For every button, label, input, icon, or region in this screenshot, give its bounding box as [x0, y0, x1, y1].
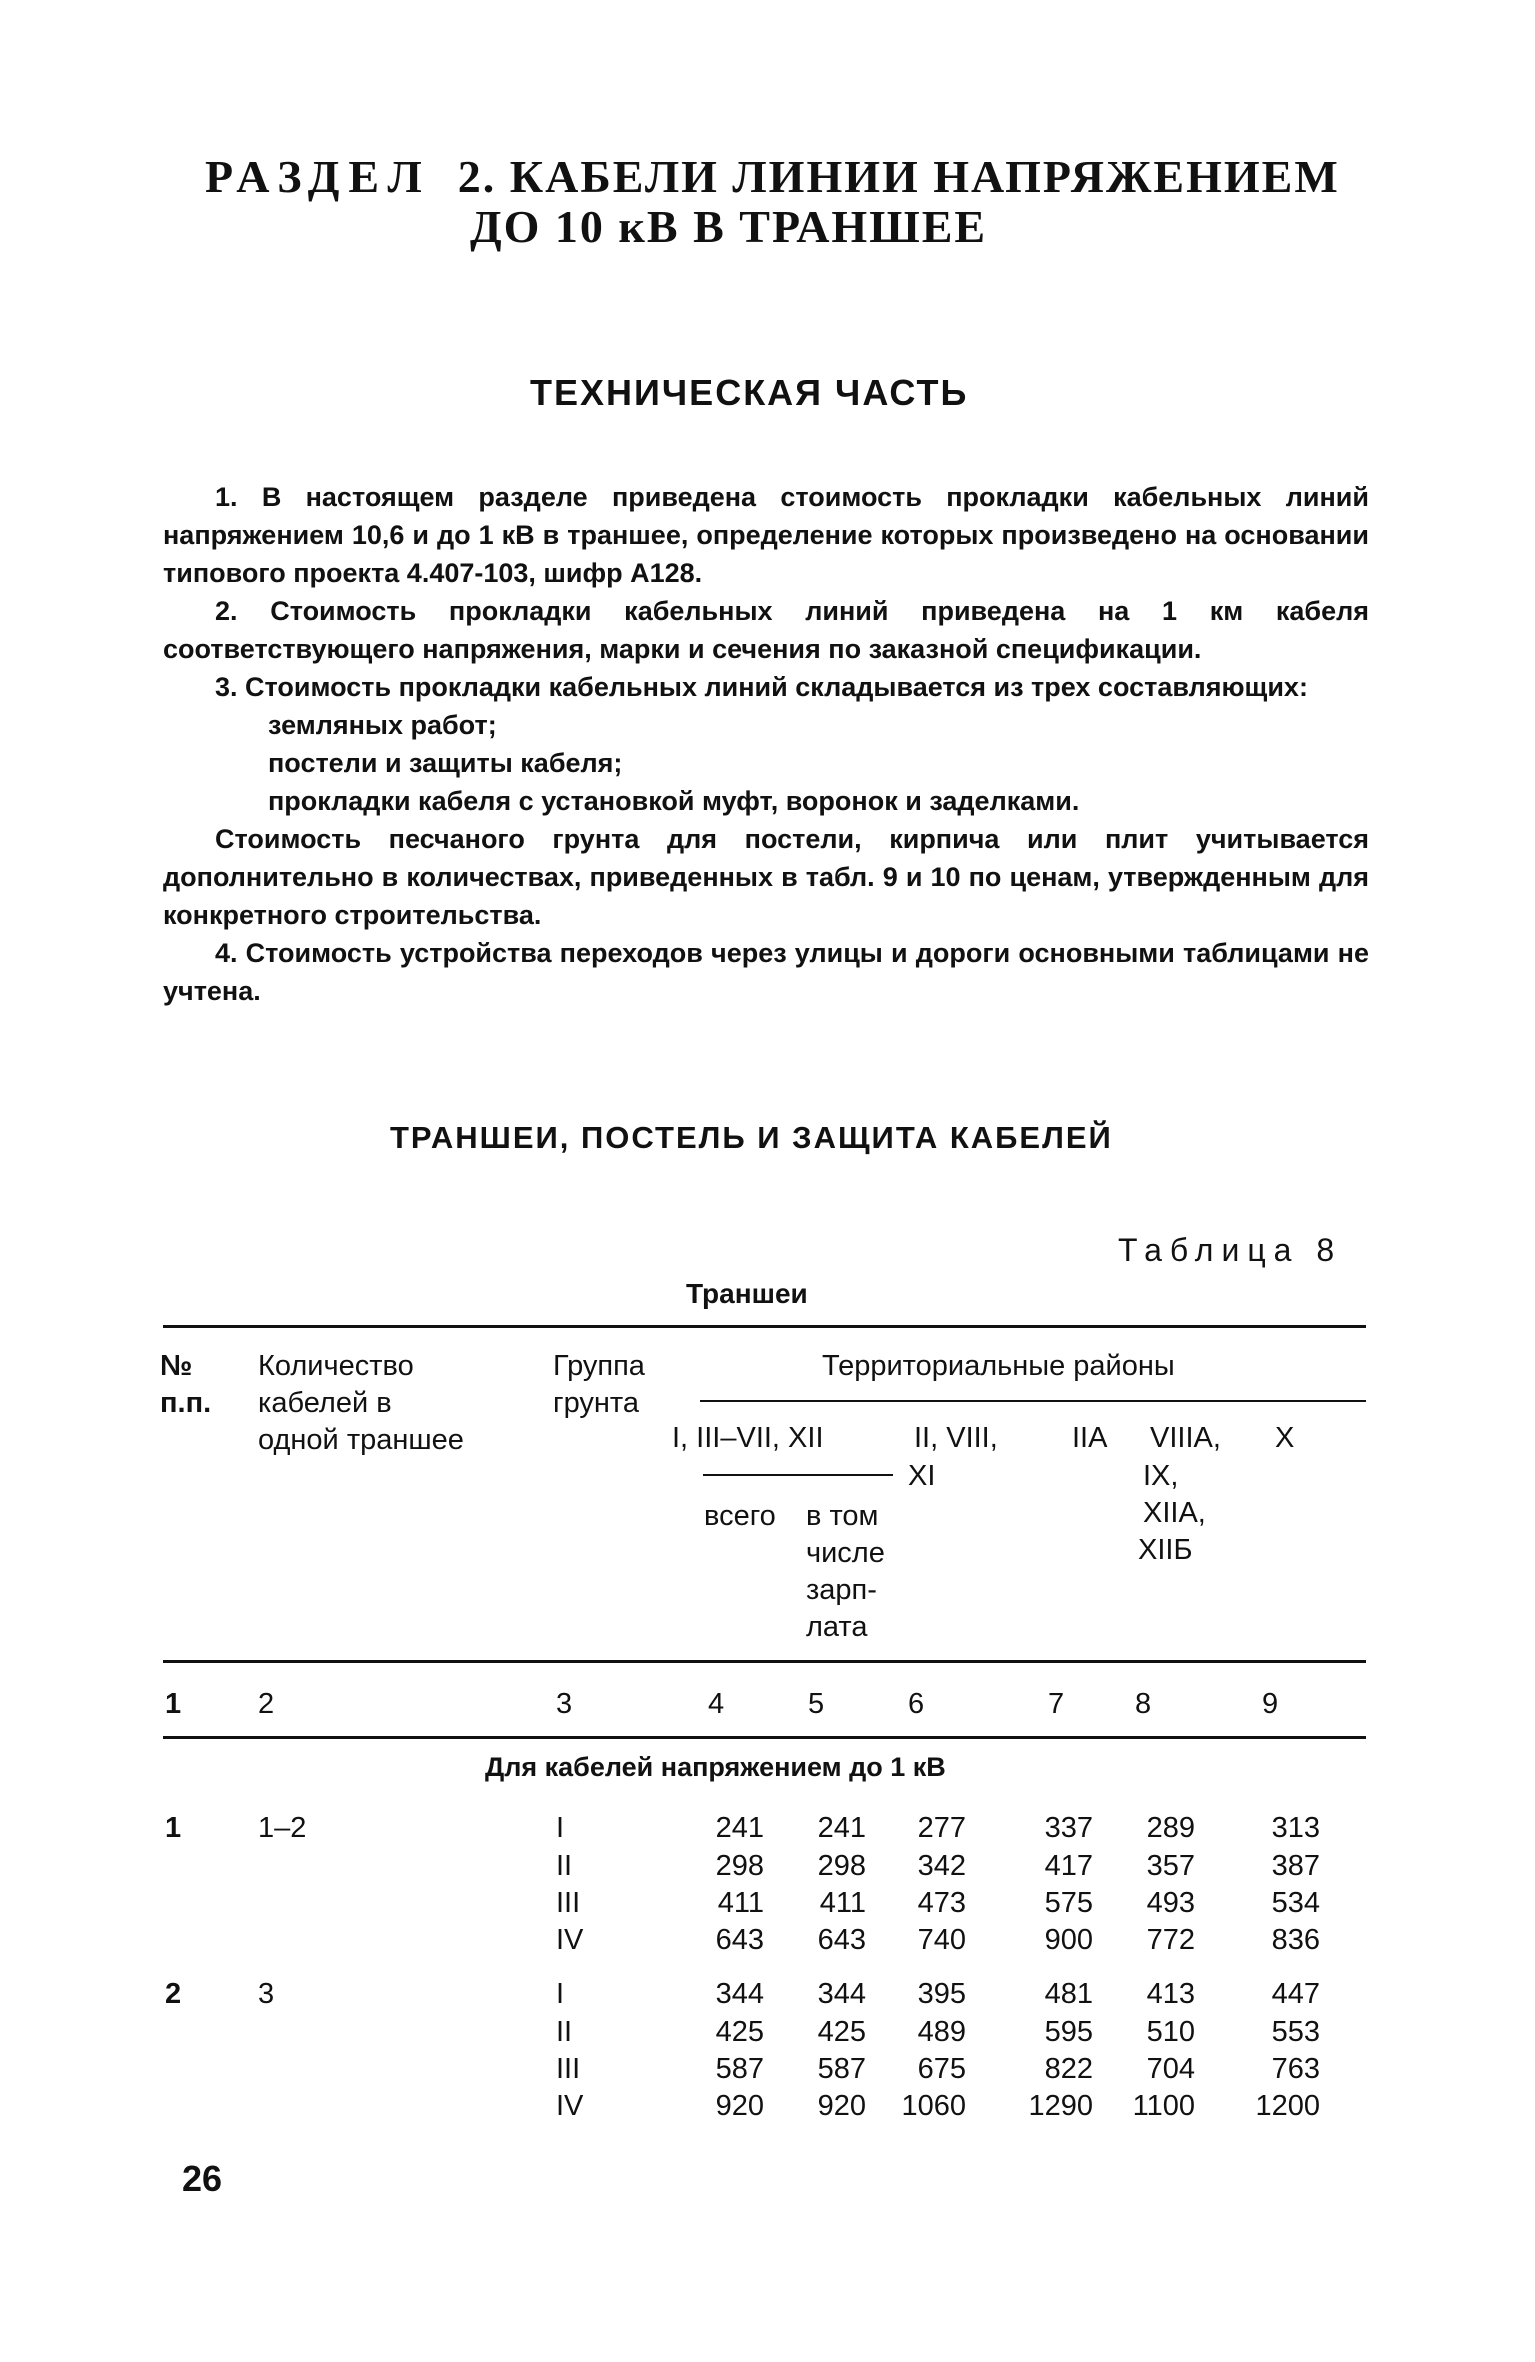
territorial-rule	[700, 1400, 1366, 1402]
row-value: 836	[1271, 1924, 1320, 1956]
colnum-2: 2	[258, 1688, 275, 1720]
row-cable-count: 1–2	[258, 1812, 307, 1844]
header-g4-3: XIIA,	[1143, 1497, 1206, 1529]
header-no: №	[160, 1350, 193, 1382]
paragraph-4: Стоимость песчаного грунта для постели, кирпича или плит учитывается дополнительно в количествах, приведенных в табл. 9 и 10 по ценам, утвержденным для конкретного строительства.	[163, 824, 1369, 930]
colnum-6: 6	[908, 1688, 925, 1720]
row-value: 298	[817, 1850, 866, 1882]
header-g2-2: XI	[908, 1460, 936, 1492]
header-g1-wage-2: числе	[806, 1537, 885, 1569]
section2-title: ТРАНШЕИ, ПОСТЕЛЬ И ЗАЩИТА КАБЕЛЕЙ	[390, 1120, 1113, 1155]
row-value: 489	[917, 2016, 966, 2048]
row-value: 337	[1044, 1812, 1093, 1844]
header-g1-total: всего	[704, 1500, 776, 1532]
row-soil-group: I	[556, 1812, 565, 1844]
row-value: 1100	[1132, 2090, 1195, 2122]
row-value: 587	[817, 2053, 866, 2085]
header-group-2: грунта	[553, 1387, 639, 1419]
paragraph-1: 1. В настоящем разделе приведена стоимость прокладки кабельных линий напряжением 10,6 и до 1 кВ в траншее, определение которых произведено на основании типового проекта 4.407-103, шифр А128.	[163, 482, 1369, 588]
header-qty-1: Количество	[258, 1350, 414, 1382]
row-value: 1060	[901, 2090, 966, 2122]
colnum-3: 3	[556, 1688, 573, 1720]
header-group-1: Группа	[553, 1350, 645, 1382]
tech-part-title: ТЕХНИЧЕСКАЯ ЧАСТЬ	[530, 372, 969, 413]
components-list	[163, 706, 1369, 820]
row-value: 417	[1044, 1850, 1093, 1882]
row-value: 395	[917, 1978, 966, 2010]
row-value: 481	[1044, 1978, 1093, 2010]
header-g1: I, III–VII, XII	[672, 1422, 824, 1454]
colnum-7: 7	[1048, 1688, 1065, 1720]
table-label: Таблица 8	[1118, 1232, 1343, 1268]
header-bottom-rule	[163, 1660, 1366, 1663]
section-heading-line2: ДО 10 кВ В ТРАНШЕЕ	[470, 201, 988, 252]
header-g4-4: XIIБ	[1138, 1534, 1193, 1566]
row-value: 575	[1044, 1887, 1093, 1919]
row-value: 920	[715, 2090, 764, 2122]
header-g1-wage-3: зарп-	[806, 1574, 877, 1606]
header-g3: IIA	[1072, 1422, 1108, 1454]
list-item: прокладки кабеля с установкой муфт, воронок и заделками.	[268, 786, 1080, 816]
row-value: 763	[1271, 2053, 1320, 2085]
section-label: РАЗДЕЛ	[205, 151, 431, 202]
colnum-rule	[163, 1736, 1366, 1739]
row-value: 357	[1146, 1850, 1195, 1882]
row-soil-group: I	[556, 1978, 565, 2010]
list-item: земляных работ;	[268, 710, 497, 740]
row-number: 1	[165, 1812, 182, 1844]
row-value: 298	[715, 1850, 764, 1882]
row-value: 553	[1271, 2016, 1320, 2048]
row-value: 425	[817, 2016, 866, 2048]
row-value: 413	[1146, 1978, 1195, 2010]
header-g4-2: IX,	[1143, 1460, 1179, 1492]
row-value: 241	[715, 1812, 764, 1844]
header-g4-1: VIIIA,	[1150, 1422, 1221, 1454]
row-value: 411	[717, 1887, 764, 1919]
row-value: 344	[715, 1978, 764, 2010]
page-number: 26	[182, 2158, 223, 2199]
row-value: 342	[917, 1850, 966, 1882]
row-value: 822	[1044, 2053, 1093, 2085]
row-value: 344	[817, 1978, 866, 2010]
row-soil-group: IV	[556, 2090, 584, 2122]
row-value: 1290	[1028, 2090, 1093, 2122]
row-value: 920	[817, 2090, 866, 2122]
row-value: 241	[817, 1812, 866, 1844]
header-g2-1: II, VIII,	[914, 1422, 998, 1454]
colnum-8: 8	[1135, 1688, 1152, 1720]
header-pp: п.п.	[160, 1387, 212, 1419]
header-g5: X	[1275, 1422, 1295, 1454]
row-value: 510	[1146, 2016, 1195, 2048]
header-territorial: Территориальные районы	[822, 1350, 1175, 1382]
list-item: постели и защиты кабеля;	[268, 748, 623, 778]
paragraph-3: 3. Стоимость прокладки кабельных линий складывается из трех составляющих:	[215, 672, 1308, 702]
table-caption: Траншеи	[686, 1278, 808, 1309]
header-g1-wage-1: в том	[806, 1500, 879, 1532]
row-value: 1200	[1255, 2090, 1320, 2122]
colnum-1: 1	[165, 1688, 182, 1720]
row-value: 289	[1146, 1812, 1195, 1844]
row-soil-group: II	[556, 2016, 573, 2048]
row-value: 313	[1271, 1812, 1320, 1844]
row-value: 772	[1146, 1924, 1195, 1956]
row-soil-group: IV	[556, 1924, 584, 1956]
tech-part-text	[163, 478, 1369, 1010]
row-value: 473	[917, 1887, 966, 1919]
section-heading-line1	[205, 150, 1340, 203]
table-subheading: Для кабелей напряжением до 1 кВ	[485, 1752, 946, 1782]
row-value: 587	[715, 2053, 764, 2085]
row-value: 704	[1146, 2053, 1195, 2085]
header-qty-3: одной траншее	[258, 1424, 464, 1456]
row-soil-group: II	[556, 1850, 573, 1882]
header-qty-2: кабелей в	[258, 1387, 392, 1419]
row-value: 447	[1271, 1978, 1320, 2010]
group1-rule	[703, 1474, 893, 1476]
row-value: 740	[917, 1924, 966, 1956]
row-value: 411	[819, 1887, 866, 1919]
section-title: 2. КАБЕЛИ ЛИНИИ НАПРЯЖЕНИЕМ	[457, 151, 1340, 202]
table-top-rule	[163, 1325, 1366, 1328]
row-number: 2	[165, 1978, 182, 2010]
header-g1-wage-4: лата	[806, 1611, 868, 1643]
row-value: 493	[1146, 1887, 1195, 1919]
paragraph-2: 2. Стоимость прокладки кабельных линий приведена на 1 км кабеля соответствующего напряжения, марки и сечения по заказной спецификации.	[163, 596, 1369, 664]
colnum-4: 4	[708, 1688, 725, 1720]
row-soil-group: III	[556, 2053, 581, 2085]
row-value: 675	[917, 2053, 966, 2085]
row-value: 595	[1044, 2016, 1093, 2048]
row-value: 900	[1044, 1924, 1093, 1956]
row-soil-group: III	[556, 1887, 581, 1919]
row-value: 425	[715, 2016, 764, 2048]
row-value: 387	[1271, 1850, 1320, 1882]
paragraph-5: 4. Стоимость устройства переходов через улицы и дороги основными таблицами не учтена.	[163, 938, 1369, 1006]
row-value: 643	[715, 1924, 764, 1956]
colnum-5: 5	[808, 1688, 825, 1720]
row-value: 277	[917, 1812, 966, 1844]
colnum-9: 9	[1262, 1688, 1279, 1720]
row-value: 643	[817, 1924, 866, 1956]
row-cable-count: 3	[258, 1978, 275, 2010]
row-value: 534	[1271, 1887, 1320, 1919]
